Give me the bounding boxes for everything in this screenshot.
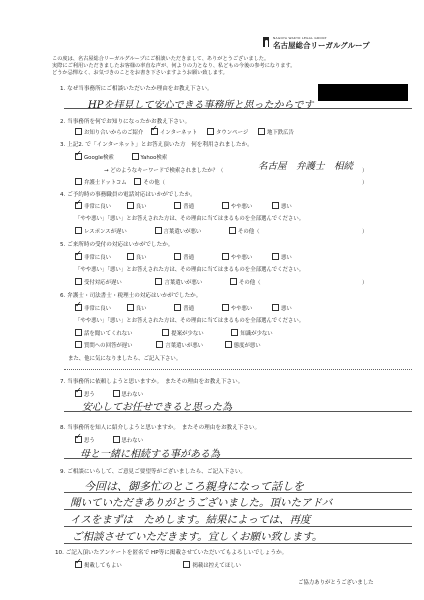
q8-option-yes[interactable]: ✓思う — [75, 438, 95, 444]
q6-rating-very-good[interactable]: ✓非常に良い — [75, 306, 111, 312]
checkbox[interactable] — [272, 253, 279, 260]
checkbox-checked[interactable] — [75, 253, 82, 260]
q3-other-close: ） — [362, 180, 368, 186]
q9-label: 9. ご相談にいらして、ご意見ご要望等がございましたら、ご記入下さい。 — [60, 469, 247, 475]
q4-reason-wording[interactable]: 言葉遣いが悪い — [155, 229, 202, 235]
q4-rating-very-good[interactable]: ✓非常に良い — [75, 204, 111, 210]
checkbox[interactable] — [113, 436, 120, 443]
q5-rating-somewhat-bad[interactable]: やや悪い — [222, 255, 253, 261]
q6-ratings — [75, 304, 292, 312]
q6-other-label: また、他に気になりましたら、ご記入下さい。 — [68, 356, 182, 362]
checkbox[interactable] — [75, 227, 82, 234]
checkbox[interactable] — [174, 253, 181, 260]
checkbox[interactable] — [132, 153, 139, 160]
checkbox-checked[interactable] — [75, 153, 82, 160]
q6-rating-bad[interactable]: 悪い — [272, 306, 292, 312]
checkbox[interactable] — [113, 390, 120, 397]
q5-reason-other[interactable]: その他（ — [230, 280, 261, 286]
q1-answer-line — [64, 108, 412, 109]
checkbox[interactable] — [222, 253, 229, 260]
q9-rule-1 — [64, 492, 412, 493]
checkbox-checked[interactable] — [75, 390, 82, 397]
q6-rating-normal[interactable]: 普通 — [174, 306, 194, 312]
checkbox[interactable] — [272, 202, 279, 209]
q5-ratings — [75, 253, 292, 261]
q5-reason-close: ） — [362, 280, 368, 286]
q3-option-other[interactable]: その他（ — [134, 180, 165, 186]
q4-reason-slow[interactable]: レスポンスが遅い — [75, 229, 127, 235]
q8-option-no[interactable]: 思わない — [113, 438, 144, 444]
checkbox-checked[interactable] — [75, 436, 82, 443]
q5-reasons — [75, 278, 261, 286]
q2-option-townpage[interactable]: タウンページ — [207, 130, 248, 136]
q4-ratings — [75, 202, 292, 210]
q6-rating-somewhat-bad[interactable]: やや悪い — [222, 306, 253, 312]
q4-rating-normal[interactable]: 普通 — [174, 204, 194, 210]
checkbox[interactable] — [134, 178, 141, 185]
q2-options — [75, 128, 294, 136]
q6-reason-wording[interactable]: 言葉遣いが悪い — [156, 343, 203, 349]
checkbox[interactable] — [231, 329, 238, 336]
q9-rule-4 — [64, 543, 412, 544]
checkbox[interactable] — [183, 561, 190, 568]
q6-reason-few-proposals[interactable]: 提案が少ない — [162, 331, 203, 337]
q6-reasons-row-1 — [75, 329, 273, 337]
q6-reason-attitude[interactable]: 態度が悪い — [225, 343, 261, 349]
q3-label: 3. 上記2. で「インターネット」とお答え頂いた方 何を利用されましたか。 — [60, 142, 253, 148]
checkbox[interactable] — [229, 227, 236, 234]
q8-label: 8. 当事務所を知人に紹介しようと思いますか。 またその理由をお教え下さい。 — [60, 425, 261, 431]
checkbox[interactable] — [230, 278, 237, 285]
intro-line-3: どうか忌憚なく、お気づきのことをお書き下さいますようお願い致します。 — [52, 70, 228, 76]
q3-keyword-answer[interactable]: 名古屋 弁護士 相続 — [258, 161, 354, 172]
q10-option-decline[interactable]: 掲載は控えてほしい — [183, 563, 241, 569]
q3-keyword-label: → どのようなキーワードで検索されましたか？（ — [104, 168, 224, 174]
checkbox[interactable] — [258, 128, 265, 135]
q2-option-subway[interactable]: 地下鉄広告 — [258, 130, 294, 136]
closing-text: ご協力ありがとうございました — [298, 580, 374, 586]
checkbox[interactable] — [75, 341, 82, 348]
q10-label: 10. ご記入頂いたアンケートを匿名で HP等に掲載させていただいてもよろしいでしょうか。 — [55, 550, 288, 556]
q3-options-2 — [75, 178, 165, 186]
q9-rule-2 — [64, 509, 412, 510]
q6-reason-not-listening[interactable]: 話を聞いてくれない — [75, 331, 133, 337]
checkbox[interactable] — [222, 202, 229, 209]
q9-line-2[interactable]: 聞いていただきありがとうございました。頂いたアドバ — [70, 497, 333, 509]
checkbox-checked[interactable] — [75, 561, 82, 568]
q6-reasons-row-2 — [75, 341, 261, 349]
q7-options — [75, 390, 143, 398]
redacted-block — [318, 84, 408, 101]
q9-rule-3 — [64, 526, 412, 527]
q10-option-allow[interactable]: ✓掲載してもよい — [75, 563, 122, 569]
q7-answer-line — [64, 411, 412, 412]
q5-note: 「やや悪い」「悪い」とお答えされた方は、その理由に当てはまるものを全部選んでください。 — [75, 267, 305, 273]
q8-options — [75, 436, 143, 444]
checkbox[interactable] — [155, 278, 162, 285]
checkbox[interactable] — [127, 202, 134, 209]
q9-line-3[interactable]: イスをまずは ためします。結果によっては、再度 — [70, 514, 311, 526]
q1-label: 1. なぜ当事務所にご相談いただいたか理由をお教え下さい。 — [60, 86, 213, 92]
q3-options — [75, 153, 167, 161]
q8-answer[interactable]: 母と一緒に相続する事がある為 — [80, 449, 220, 460]
q4-reason-other[interactable]: その他（ — [229, 229, 260, 235]
checkbox[interactable] — [207, 128, 214, 135]
intro-line-1: この度は、名古屋総合リーガルグループにご相談いただきまして、ありがとうございました。 — [52, 56, 270, 62]
checkbox[interactable] — [75, 128, 82, 135]
q6-label: 6. 弁護士・司法書士・税理士の対応はいかがでしたか。 — [60, 293, 202, 299]
q9-line-4[interactable]: ご相談させていただきます。宜しくお願い致します。 — [72, 531, 323, 543]
checkbox[interactable] — [272, 304, 279, 311]
q6-note: 「やや悪い」「悪い」とお答えされた方は、その理由に当てはまるものを全部選んでください。 — [75, 318, 305, 324]
q7-option-yes[interactable]: ✓思う — [75, 392, 95, 398]
checkbox[interactable] — [225, 341, 232, 348]
q10-options — [75, 561, 241, 569]
checkbox-checked[interactable] — [75, 202, 82, 209]
checkbox[interactable] — [155, 227, 162, 234]
q4-label: 4. ご予約時の事務職員の電話対応はいかがでしたか。 — [60, 192, 196, 198]
q3-option-google[interactable]: ✓Google検索 — [75, 155, 114, 161]
q7-answer[interactable]: 安心してお任せできると思った為 — [82, 402, 232, 413]
checkbox-checked[interactable] — [151, 128, 158, 135]
q5-label: 5. ご来所時の受付の対応はいかがでしたか。 — [60, 242, 174, 248]
q6-rating-good[interactable]: 良い — [127, 306, 147, 312]
q1-answer[interactable]: HPを拝見して安心できる事務所と思ったからです — [88, 100, 314, 111]
checkbox[interactable] — [156, 341, 163, 348]
q6-other-line-1[interactable] — [64, 369, 412, 370]
q4-rating-good[interactable]: 良い — [127, 204, 147, 210]
q5-rating-normal[interactable]: 普通 — [174, 255, 194, 261]
q2-option-internet[interactable]: ✓ インターネット — [151, 130, 197, 136]
checkbox[interactable] — [75, 278, 82, 285]
q5-reason-slow[interactable]: 受付対応が遅い — [75, 280, 122, 286]
q6-reason-little-knowledge[interactable]: 知識が少ない — [231, 331, 272, 337]
checkbox[interactable] — [75, 329, 82, 336]
checkbox[interactable] — [174, 304, 181, 311]
checkbox-checked[interactable] — [75, 304, 82, 311]
checkbox[interactable] — [174, 202, 181, 209]
q7-option-no[interactable]: 思わない — [113, 392, 144, 398]
checkbox[interactable] — [75, 178, 82, 185]
checkbox[interactable] — [127, 253, 134, 260]
q4-reasons — [75, 227, 260, 235]
q5-rating-good[interactable]: 良い — [127, 255, 147, 261]
q3-option-bengoshi-dotcom[interactable]: 弁護士ドットコム — [75, 180, 127, 186]
q2-option-referral[interactable]: お知り合いからのご紹介 — [75, 130, 143, 136]
q5-reason-wording[interactable]: 言葉遣いが悪い — [155, 280, 202, 286]
q8-answer-line — [64, 458, 412, 459]
logo-mark — [263, 37, 269, 47]
q3-option-yahoo[interactable]: Yahoo検索 — [132, 155, 168, 161]
q2-label: 2. 当事務所を何でお知りになったかお教え下さい。 — [60, 119, 191, 125]
q9-line-1[interactable]: 今回は、御多忙のところ親身になって話しを — [84, 480, 304, 493]
q5-rating-bad[interactable]: 悪い — [272, 255, 292, 261]
logo-name: 名古屋総合リーガルグループ — [273, 41, 370, 50]
q4-rating-somewhat-bad[interactable]: やや悪い — [222, 204, 253, 210]
q4-rating-bad[interactable]: 悪い — [272, 204, 292, 210]
q5-rating-very-good[interactable]: ✓非常に良い — [75, 255, 111, 261]
q7-label: 7. 当事務所に依頼しようと思いますか。 またその理由をお教え下さい。 — [60, 379, 244, 385]
checkbox[interactable] — [222, 304, 229, 311]
q6-reason-slow-answer[interactable]: 質問への回答が遅い — [75, 343, 133, 349]
checkbox[interactable] — [127, 304, 134, 311]
checkbox[interactable] — [162, 329, 169, 336]
q4-reason-close: ） — [362, 229, 368, 235]
intro-line-2: 実際にご利用いただきましたお客様の率直な声が、何よりの力となり、私どもの今後の参考になります。 — [52, 63, 296, 69]
logo-small-text: NAGOYA WAKYO LEGAL GROUP — [273, 36, 327, 40]
q3-keyword-close: ） — [362, 168, 368, 174]
q4-note: 「やや悪い」「悪い」とお答えされた方は、その理由に当てはまるものを全部選んでください。 — [75, 216, 305, 222]
